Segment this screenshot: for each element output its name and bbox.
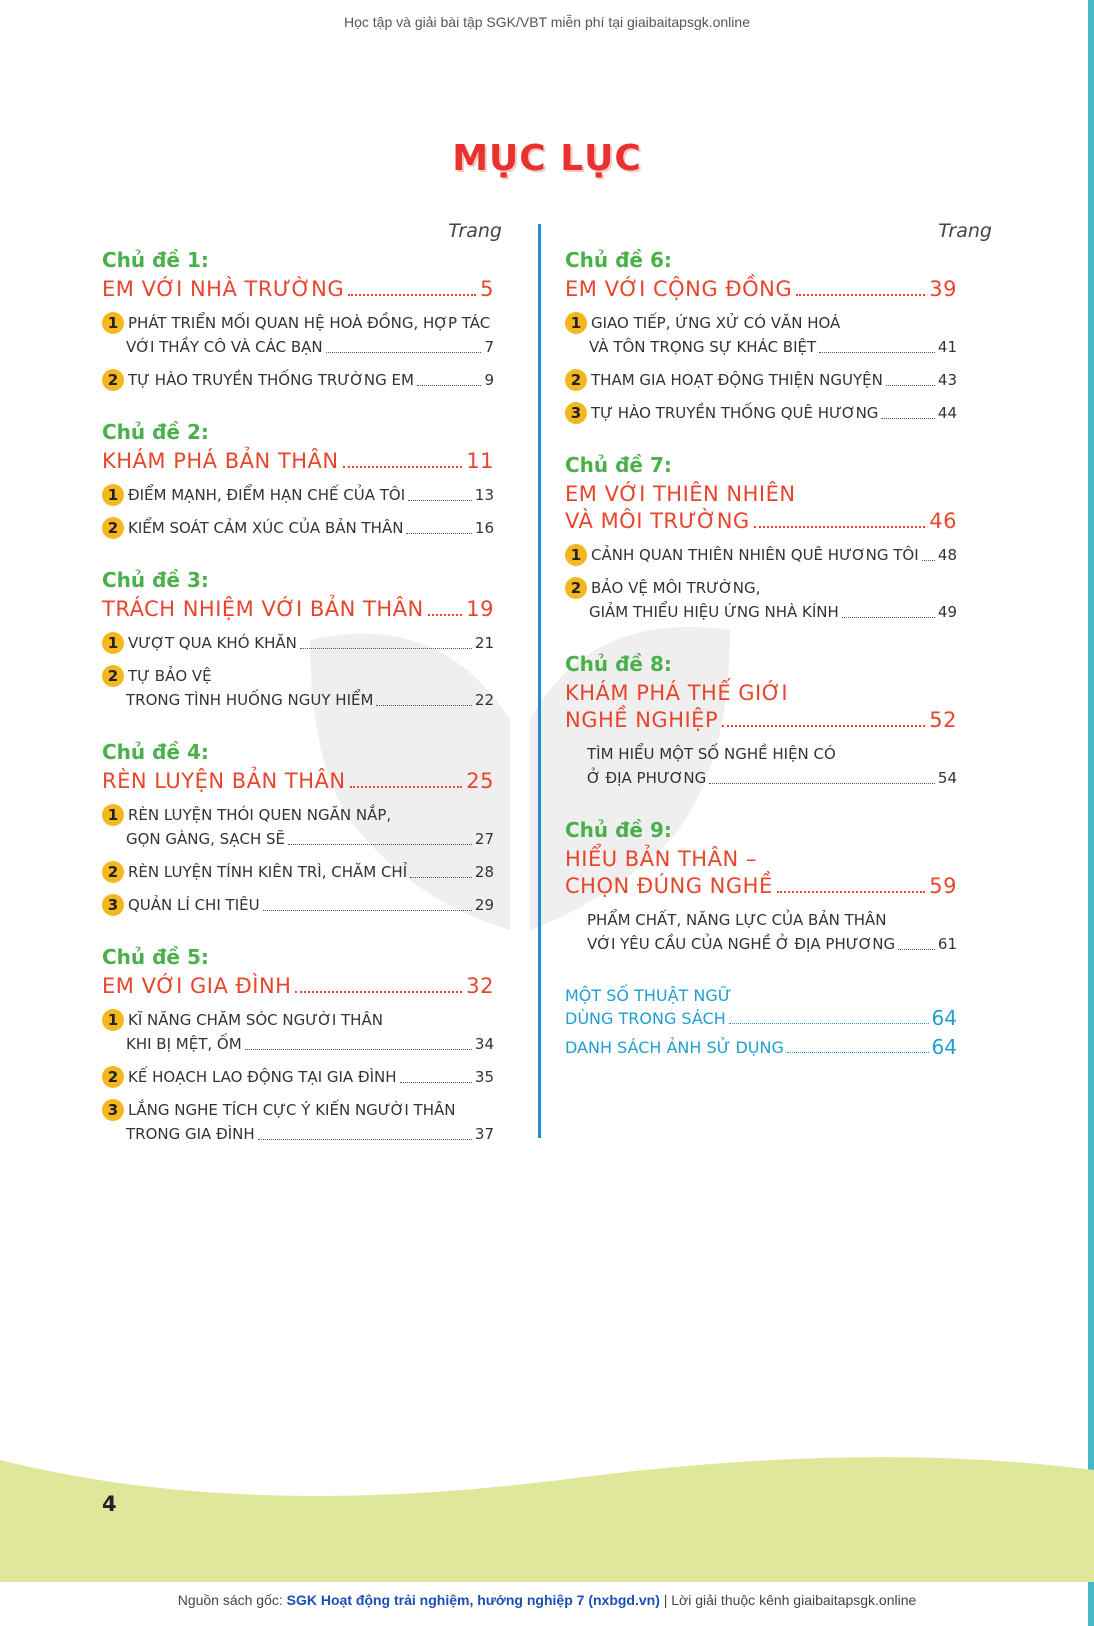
lesson-line	[587, 766, 957, 790]
lesson-text: TRONG GIA ĐÌNH	[126, 1125, 255, 1143]
lesson-text: ĐIỂM MẠNH, ĐIỂM HẠN CHẾ CỦA TÔI	[128, 486, 406, 504]
lesson-page: 27	[474, 830, 494, 848]
appendix-list	[565, 984, 957, 1059]
topic-section	[102, 945, 494, 1146]
lesson-item[interactable]	[565, 543, 957, 567]
topic-label: Chủ đề 8:	[565, 652, 672, 676]
lesson-body	[591, 543, 957, 567]
leader-dots	[288, 844, 472, 845]
lesson-text: KHI BỊ MỆT, ỐM	[126, 1035, 242, 1053]
lesson-number-badge: 1	[102, 804, 124, 826]
lesson-number-badge: 1	[102, 1009, 124, 1031]
lesson-body	[591, 311, 957, 359]
source-footer	[0, 1592, 1094, 1608]
leader-dots	[796, 294, 925, 296]
lesson-page: 37	[474, 1125, 494, 1143]
topic-title[interactable]	[102, 973, 494, 1000]
lesson-text: TRONG TÌNH HUỐNG NGUY HIỂM	[126, 691, 374, 709]
lesson-page: 49	[937, 603, 957, 621]
topic-title-text: EM VỚI GIA ĐÌNH	[102, 974, 292, 998]
lesson-line: PHÁT TRIỂN MỐI QUAN HỆ HOÀ ĐỒNG, HỢP TÁC	[128, 314, 491, 332]
lesson-page: 22	[474, 691, 494, 709]
lesson-item[interactable]	[565, 576, 957, 624]
lesson-number-badge: 1	[102, 484, 124, 506]
lesson-item[interactable]	[587, 908, 957, 956]
page-number: 4	[102, 1492, 117, 1516]
lesson-body	[128, 1098, 494, 1146]
leader-dots	[428, 614, 463, 616]
footer-source[interactable]: SGK Hoạt động trải nghiệm, hướng nghiệp 7 (nxbgd.vn)	[286, 1592, 660, 1608]
lesson-line: TÌM HIỂU MỘT SỐ NGHỀ HIỆN CÓ	[587, 745, 836, 763]
leader-dots	[258, 1139, 472, 1140]
lesson-line	[128, 483, 494, 507]
leader-dots	[326, 352, 482, 353]
footer-wave	[0, 1400, 1094, 1582]
lesson-line: RÈN LUYỆN THÓI QUEN NGĂN NẮP,	[128, 806, 392, 824]
leader-dots	[348, 294, 476, 296]
lesson-line: TỰ BẢO VỆ	[128, 667, 212, 685]
topic-title[interactable]	[565, 508, 957, 535]
leader-dots	[709, 783, 935, 784]
lesson-item[interactable]	[102, 803, 494, 851]
lesson-line	[128, 631, 494, 655]
lesson-item[interactable]	[102, 860, 494, 884]
page-title: MỤC LỤC	[452, 138, 642, 179]
lesson-number-badge: 2	[102, 369, 124, 391]
lesson-item[interactable]	[102, 893, 494, 917]
leader-dots	[406, 533, 471, 534]
topic-section	[102, 740, 494, 917]
lesson-item[interactable]	[102, 516, 494, 540]
topic-section	[565, 818, 957, 956]
lesson-line: LẮNG NGHE TÍCH CỰC Ý KIẾN NGƯỜI THÂN	[128, 1101, 456, 1119]
lesson-body	[128, 893, 494, 917]
topic-label: Chủ đề 6:	[565, 248, 672, 272]
lesson-body	[591, 576, 957, 624]
lesson-number-badge: 3	[102, 894, 124, 916]
lesson-text: VÀ TÔN TRỌNG SỰ KHÁC BIỆT	[589, 338, 817, 356]
topic-page: 32	[466, 974, 494, 998]
lesson-body	[128, 311, 494, 359]
topic-label: Chủ đề 2:	[102, 420, 209, 444]
lesson-item[interactable]	[102, 664, 494, 712]
topic-section	[102, 420, 494, 540]
topic-title-text: EM VỚI CỘNG ĐỒNG	[565, 277, 793, 301]
lesson-page: 41	[937, 338, 957, 356]
lesson-body	[128, 664, 494, 712]
lesson-text: RÈN LUYỆN TÍNH KIÊN TRÌ, CHĂM CHỈ	[128, 863, 408, 881]
lesson-line	[587, 932, 957, 956]
toc-right-column	[565, 220, 992, 1065]
topic-title[interactable]	[565, 873, 957, 900]
column-divider	[538, 224, 541, 1138]
footer-prefix: Nguồn sách gốc:	[177, 1592, 287, 1608]
lesson-page: 21	[474, 634, 494, 652]
topic-title-line	[565, 481, 957, 508]
lesson-line	[128, 1065, 494, 1089]
lesson-item[interactable]	[565, 311, 957, 359]
topic-section	[565, 248, 957, 425]
lesson-number-badge: 2	[102, 1066, 124, 1088]
leader-dots	[842, 617, 935, 618]
lesson-body	[128, 483, 494, 507]
topic-title[interactable]	[102, 276, 494, 303]
topic-title-text: VÀ MÔI TRƯỜNG	[565, 509, 750, 533]
lesson-number-badge: 2	[102, 861, 124, 883]
topic-page: 39	[929, 277, 957, 301]
lesson-page: 54	[937, 769, 957, 787]
lesson-body	[591, 368, 957, 392]
topic-label: Chủ đề 7:	[565, 453, 672, 477]
lesson-number-badge: 1	[565, 312, 587, 334]
lesson-text: VỚI YÊU CẦU CỦA NGHỀ Ở ĐỊA PHƯƠNG	[587, 935, 896, 953]
lesson-number-badge: 1	[102, 312, 124, 334]
lesson-line: BẢO VỆ MÔI TRƯỜNG,	[591, 579, 761, 597]
appendix-line: MỘT SỐ THUẬT NGỮ	[565, 986, 732, 1005]
lesson-line: GIAO TIẾP, ỨNG XỬ CÓ VĂN HOÁ	[591, 314, 841, 332]
footer-suffix: | Lời giải thuộc kênh giaibaitapsgk.online	[659, 1592, 917, 1608]
lesson-body	[128, 516, 494, 540]
edge-strip	[1088, 0, 1094, 1626]
lesson-line	[126, 1122, 494, 1146]
lesson-number-badge: 1	[565, 544, 587, 566]
lesson-number-badge: 2	[102, 665, 124, 687]
lesson-text: CẢNH QUAN THIÊN NHIÊN QUÊ HƯƠNG TÔI	[591, 546, 919, 564]
leader-dots	[729, 1023, 929, 1024]
lesson-body	[591, 401, 957, 425]
lesson-number-badge: 3	[565, 402, 587, 424]
lesson-text: GIẢM THIỂU HIỆU ỨNG NHÀ KÍNH	[589, 603, 839, 621]
lesson-line	[128, 893, 494, 917]
topic-title-text: EM VỚI THIÊN NHIÊN	[565, 482, 796, 506]
appendix-page: 64	[931, 1035, 957, 1059]
lesson-line	[126, 688, 494, 712]
appendix-line	[565, 1036, 957, 1059]
lesson-page: 16	[474, 519, 494, 537]
lesson-item[interactable]	[587, 742, 957, 790]
lesson-page: 44	[937, 404, 957, 422]
leader-dots	[263, 910, 472, 911]
topic-label: Chủ đề 9:	[565, 818, 672, 842]
leader-dots	[777, 891, 926, 893]
lesson-item[interactable]	[565, 368, 957, 392]
leader-dots	[410, 877, 472, 878]
leader-dots	[722, 725, 925, 727]
lesson-page: 29	[474, 896, 494, 914]
lesson-body	[128, 1008, 494, 1056]
topic-title-line	[565, 846, 957, 873]
leader-dots	[417, 385, 482, 386]
lesson-body	[128, 860, 494, 884]
lesson-line: PHẨM CHẤT, NĂNG LỰC CỦA BẢN THÂN	[587, 911, 887, 929]
lesson-item[interactable]	[102, 1065, 494, 1089]
topic-title[interactable]	[102, 768, 494, 795]
topic-page: 52	[929, 708, 957, 732]
lesson-page: 43	[937, 371, 957, 389]
trang-label: Trang	[448, 220, 502, 242]
lesson-item[interactable]	[565, 401, 957, 425]
lesson-number-badge: 1	[102, 632, 124, 654]
leader-dots	[343, 466, 463, 468]
trang-label: Trang	[938, 220, 992, 242]
lesson-line	[589, 335, 957, 359]
topic-label: Chủ đề 4:	[102, 740, 209, 764]
lesson-body	[128, 368, 494, 392]
lesson-page: 9	[484, 371, 494, 389]
appendix-text: DÙNG TRONG SÁCH	[565, 1009, 726, 1028]
topic-title-text: KHÁM PHÁ THẾ GIỚI	[565, 681, 789, 705]
lesson-page: 48	[937, 546, 957, 564]
toc-left-column	[102, 220, 502, 1174]
topic-section	[102, 568, 494, 712]
lesson-text: VỚI THẦY CÔ VÀ CÁC BẠN	[126, 338, 323, 356]
lesson-text: TỰ HÀO TRUYỀN THỐNG TRƯỜNG EM	[128, 371, 414, 389]
lesson-page: 28	[474, 863, 494, 881]
topic-title-text: TRÁCH NHIỆM VỚI BẢN THÂN	[102, 597, 424, 621]
lesson-line	[128, 368, 494, 392]
lesson-page: 13	[474, 486, 494, 504]
leader-dots	[898, 949, 935, 950]
lesson-line	[589, 600, 957, 624]
lesson-line	[126, 1032, 494, 1056]
lesson-page: 7	[484, 338, 494, 356]
lesson-line: KĨ NĂNG CHĂM SÓC NGƯỜI THÂN	[128, 1011, 383, 1029]
leader-dots	[754, 526, 926, 528]
topic-title-line	[565, 680, 957, 707]
lesson-item[interactable]	[102, 1008, 494, 1056]
appendix-page: 64	[931, 1006, 957, 1030]
leader-dots	[922, 560, 935, 561]
lesson-text: TỰ HÀO TRUYỀN THỐNG QUÊ HƯƠNG	[591, 404, 879, 422]
leader-dots	[881, 418, 934, 419]
lesson-body	[128, 631, 494, 655]
topic-title[interactable]	[102, 596, 494, 623]
lesson-item[interactable]	[102, 1098, 494, 1146]
leader-dots	[245, 1049, 472, 1050]
topic-label: Chủ đề 1:	[102, 248, 209, 272]
topic-title-text: HIỂU BẢN THÂN –	[565, 847, 757, 871]
leader-dots	[787, 1052, 929, 1053]
lesson-number-badge: 3	[102, 1099, 124, 1121]
topic-title-text: EM VỚI NHÀ TRƯỜNG	[102, 277, 345, 301]
appendix-text: DANH SÁCH ẢNH SỬ DỤNG	[565, 1038, 784, 1057]
leader-dots	[295, 991, 462, 993]
topic-label: Chủ đề 5:	[102, 945, 209, 969]
topic-page: 5	[480, 277, 494, 301]
appendix-item[interactable]	[565, 1036, 957, 1059]
lesson-text: KẾ HOẠCH LAO ĐỘNG TẠI GIA ĐÌNH	[128, 1068, 397, 1086]
topic-section	[565, 453, 957, 624]
leader-dots	[350, 786, 463, 788]
lesson-number-badge: 2	[565, 369, 587, 391]
lesson-line	[591, 543, 957, 567]
lesson-text: GỌN GÀNG, SẠCH SẼ	[126, 830, 285, 848]
lesson-text: QUẢN LÍ CHI TIÊU	[128, 896, 260, 914]
topic-title-text: NGHỀ NGHIỆP	[565, 708, 719, 732]
lesson-line	[591, 368, 957, 392]
lesson-line	[126, 827, 494, 851]
leader-dots	[300, 648, 472, 649]
lesson-page: 34	[474, 1035, 494, 1053]
lesson-text: VƯỢT QUA KHÓ KHĂN	[128, 634, 297, 652]
leader-dots	[408, 500, 472, 501]
lesson-page: 35	[474, 1068, 494, 1086]
topic-page: 19	[466, 597, 494, 621]
lesson-text: KIỂM SOÁT CẢM XÚC CỦA BẢN THÂN	[128, 519, 404, 537]
topic-title[interactable]	[565, 707, 957, 734]
lesson-item[interactable]	[102, 631, 494, 655]
lesson-page: 61	[937, 935, 957, 953]
appendix-line	[565, 1007, 957, 1030]
lesson-body	[128, 1065, 494, 1089]
topic-page: 25	[466, 769, 494, 793]
lesson-text: Ở ĐỊA PHƯƠNG	[587, 769, 707, 787]
topic-page: 11	[466, 449, 494, 473]
header-note: Học tập và giải bài tập SGK/VBT miễn phí tại giaibaitapsgk.online	[344, 14, 750, 30]
topic-section	[565, 652, 957, 790]
leader-dots	[819, 352, 935, 353]
topic-title-text: RÈN LUYỆN BẢN THÂN	[102, 769, 346, 793]
lesson-text: THAM GIA HOẠT ĐỘNG THIỆN NGUYỆN	[591, 371, 883, 389]
leader-dots	[376, 705, 471, 706]
lesson-line	[126, 335, 494, 359]
lesson-item[interactable]	[102, 483, 494, 507]
lesson-line	[591, 401, 957, 425]
topic-section	[102, 248, 494, 392]
leader-dots	[400, 1082, 472, 1083]
topic-page: 46	[929, 509, 957, 533]
lesson-number-badge: 2	[102, 517, 124, 539]
topic-title[interactable]	[102, 448, 494, 475]
topic-title-text: KHÁM PHÁ BẢN THÂN	[102, 449, 339, 473]
leader-dots	[886, 385, 935, 386]
lesson-line	[128, 860, 494, 884]
lesson-item[interactable]	[102, 368, 494, 392]
lesson-line	[128, 516, 494, 540]
lesson-number-badge: 2	[565, 577, 587, 599]
topic-title[interactable]	[565, 276, 957, 303]
lesson-body	[128, 803, 494, 851]
topic-title-text: CHỌN ĐÚNG NGHỀ	[565, 874, 773, 898]
topic-label: Chủ đề 3:	[102, 568, 209, 592]
lesson-item[interactable]	[102, 311, 494, 359]
appendix-item[interactable]	[565, 984, 957, 1030]
topic-page: 59	[929, 874, 957, 898]
